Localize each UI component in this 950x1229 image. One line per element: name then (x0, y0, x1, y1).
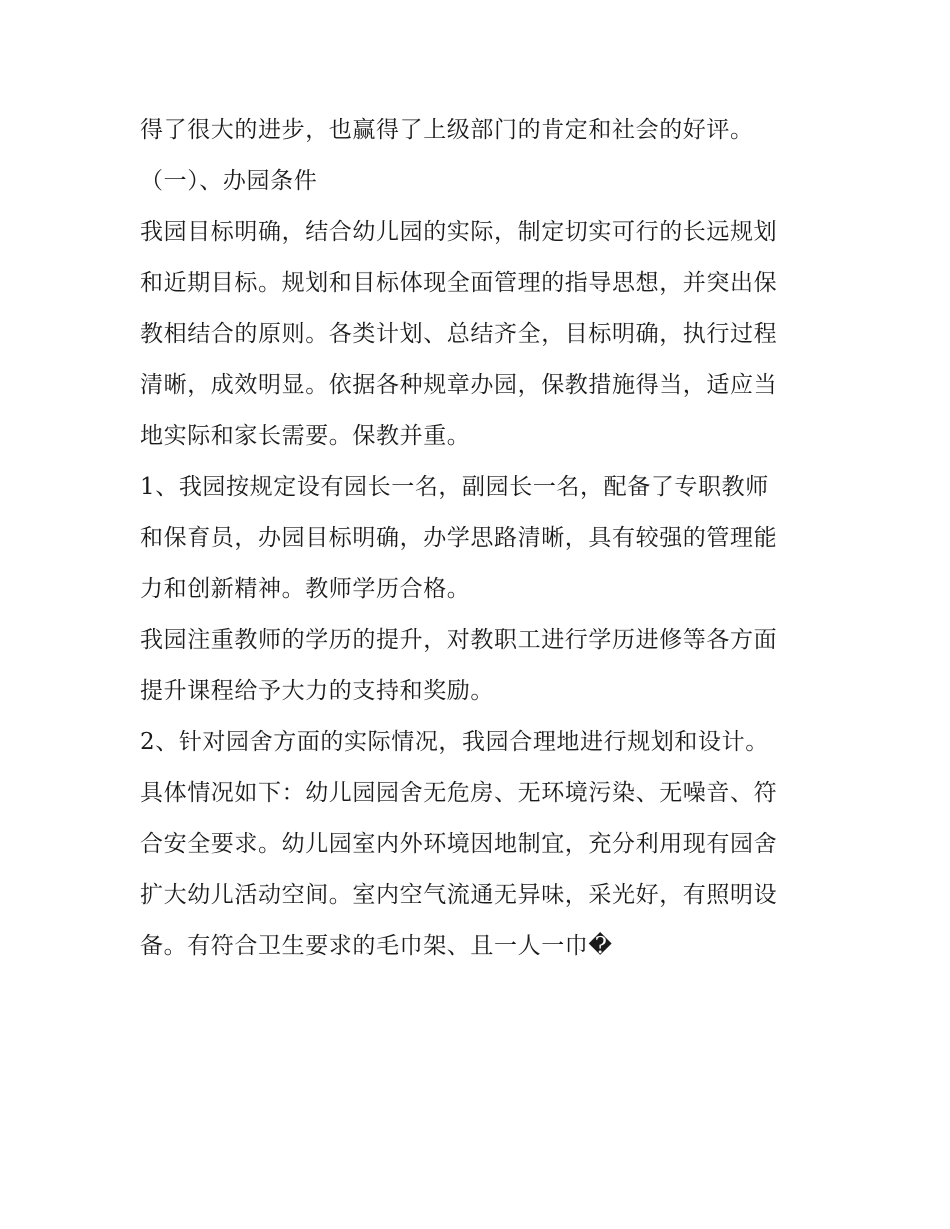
document-body (140, 105, 820, 972)
body-text-line: 合安全要求。幼儿园室内外环境因地制宜，充分利用现有园舍 (140, 831, 778, 857)
body-text-line: 清晰，成效明显。依据各种规章办园，保教措施得当，适应当 (140, 372, 778, 398)
numbered-item-1: 1、我园按规定设有园长一名，副园长一名，配备了专职教师 (140, 474, 769, 500)
body-text-line: 和近期目标。规划和目标体现全面管理的指导思想，并突出保 (140, 270, 778, 296)
section-heading: （一）、办园条件 (140, 168, 318, 194)
body-text-line: 备。有符合卫生要求的毛巾架、且一人一巾� (140, 933, 613, 959)
body-text-line: 具体情况如下：幼儿园园舍无危房、无环境污染、无噪音、符 (140, 780, 778, 806)
body-text-line: 我园注重教师的学历的提升，对教职工进行学历进修等各方面 (140, 627, 778, 653)
body-text-line: 力和创新精神。教师学历合格。 (140, 576, 471, 602)
body-text-line: 提升课程给予大力的支持和奖励。 (140, 678, 494, 704)
body-text-line: 得了很大的进步，也赢得了上级部门的肯定和社会的好评。 (140, 117, 754, 143)
numbered-item-2: 2、针对园舍方面的实际情况，我园合理地进行规划和设计。 (140, 729, 769, 755)
body-text-line: 地实际和家长需要。保教并重。 (140, 423, 471, 449)
body-text-line: 和保育员，办园目标明确，办学思路清晰，具有较强的管理能 (140, 525, 778, 551)
body-text-line: 扩大幼儿活动空间。室内空气流通无异味，采光好，有照明设 (140, 882, 778, 908)
body-text-line: 我园目标明确，结合幼儿园的实际，制定切实可行的长远规划 (140, 219, 778, 245)
body-text-line: 教相结合的原则。各类计划、总结齐全，目标明确，执行过程 (140, 321, 778, 347)
